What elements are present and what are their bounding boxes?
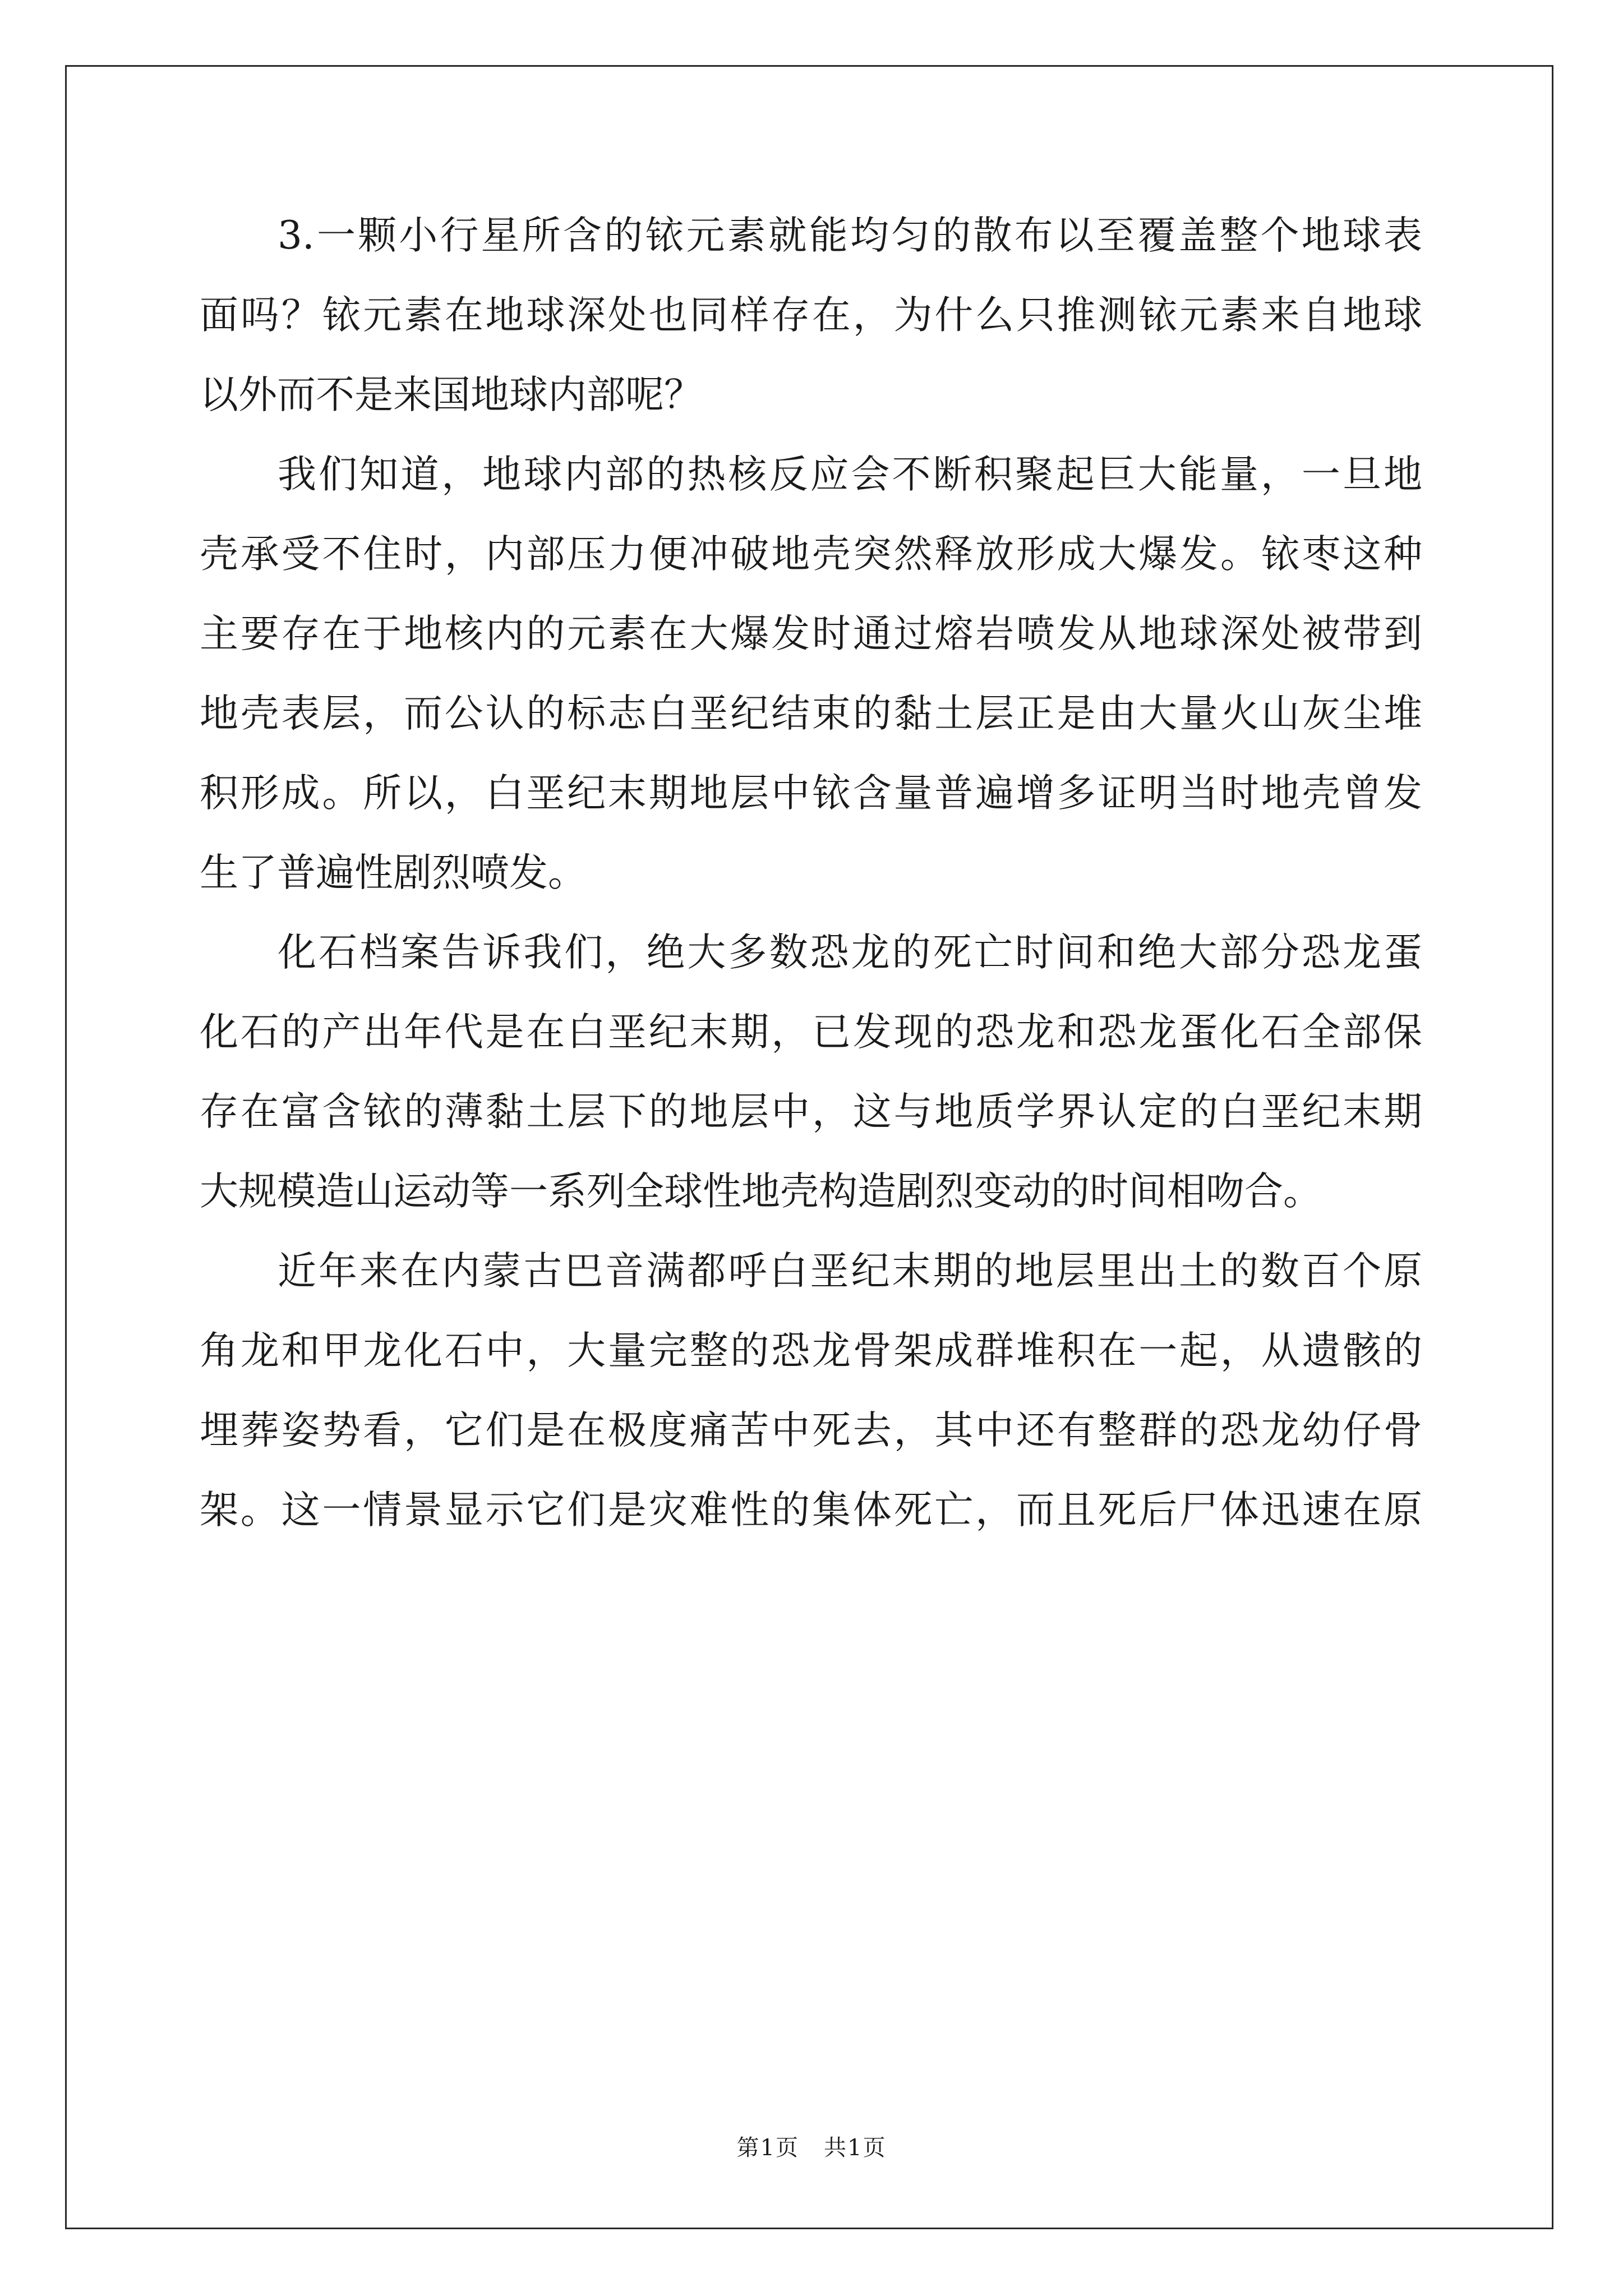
page-footer bbox=[0, 2130, 1623, 2162]
text-line: 架。这一情景显示它们是灾难性的集体死亡，而且死后尸体迅速在原 bbox=[200, 1488, 1422, 1533]
document-body bbox=[200, 213, 1422, 1571]
text-line: 3.一颗小行星所含的铱元素就能均匀的散布以至覆盖整个地球表 bbox=[278, 213, 1422, 258]
text-line: 生了普遍性剧烈喷发。 bbox=[200, 850, 587, 895]
text-line: 化石档案告诉我们，绝大多数恐龙的死亡时间和绝大部分恐龙蛋 bbox=[278, 930, 1422, 975]
paragraph bbox=[200, 930, 1422, 1252]
paragraph bbox=[200, 213, 1422, 455]
text-line: 以外而不是来国地球内部呢？ bbox=[200, 372, 703, 417]
paragraph bbox=[200, 1249, 1422, 1571]
text-line: 大规模造山运动等一系列全球性地壳构造剧烈变动的时间相吻合。 bbox=[200, 1169, 1322, 1214]
paragraph bbox=[200, 452, 1422, 933]
text-line: 积形成。所以，白垩纪末期地层中铱含量普遍增多证明当时地壳曾发 bbox=[200, 771, 1422, 816]
text-line: 我们知道，地球内部的热核反应会不断积聚起巨大能量，一旦地 bbox=[278, 452, 1422, 497]
text-line: 近年来在内蒙古巴音满都呼白垩纪末期的地层里出土的数百个原 bbox=[278, 1249, 1422, 1294]
text-line: 主要存在于地核内的元素在大爆发时通过熔岩喷发从地球深处被带到 bbox=[200, 611, 1422, 656]
text-line: 地壳表层，而公认的标志白垩纪结束的黏土层正是由大量火山灰尘堆 bbox=[200, 691, 1422, 736]
text-line: 面吗？铱元素在地球深处也同样存在，为什么只推测铱元素来自地球 bbox=[200, 293, 1422, 338]
text-line: 化石的产出年代是在白垩纪末期，已发现的恐龙和恐龙蛋化石全部保 bbox=[200, 1010, 1422, 1055]
text-line: 壳承受不住时，内部压力便冲破地壳突然释放形成大爆发。铱枣这种 bbox=[200, 532, 1422, 577]
page-total: 共1页 bbox=[824, 2135, 887, 2161]
text-line: 存在富含铱的薄黏土层下的地层中，这与地质学界认定的白垩纪末期 bbox=[200, 1089, 1422, 1134]
page-number: 第1页 bbox=[736, 2135, 799, 2161]
text-line: 角龙和甲龙化石中，大量完整的恐龙骨架成群堆积在一起，从遗骸的 bbox=[200, 1328, 1422, 1373]
text-line: 埋葬姿势看，它们是在极度痛苦中死去，其中还有整群的恐龙幼仔骨 bbox=[200, 1408, 1422, 1453]
